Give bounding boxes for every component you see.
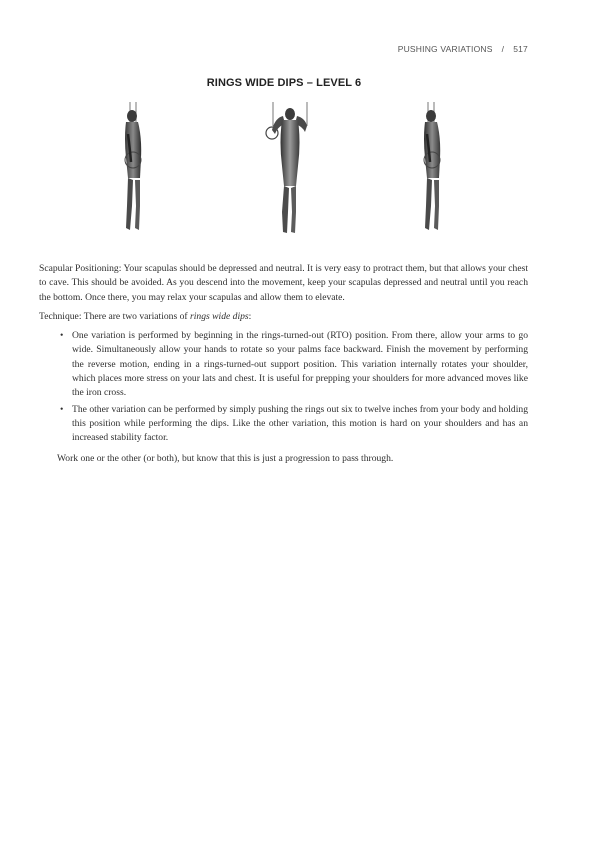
list-item: • One variation is performed by beginning in the rings-turned-out (RTO) position. From there, allow your arms to go wide. Simultaneously allow your hands to rotate so your palms face backward. Finish the movement by performing the reverse motion, ending in a rings-turned-out support position. This variation internally rotates your shoulder, which places more stress on your lats and chest. It is useful for prepping your shoulders for more advanced moves like the iron cross. bbox=[72, 329, 528, 400]
closing-paragraph: Work one or the other (or both), but know that this is just a progression to pass through. bbox=[57, 452, 394, 464]
technique-intro: Technique: There are two variations of bbox=[39, 310, 190, 322]
exercise-title: RINGS WIDE DIPS – LEVEL 6 bbox=[206, 77, 362, 89]
running-header bbox=[398, 44, 528, 54]
athlete-side-view-end-photo bbox=[408, 102, 456, 234]
body-text bbox=[39, 262, 528, 471]
scapular-positioning-paragraph: Scapular Positioning: Your scapulas should be depressed and neutral. It is very easy to protract them, but that allows your chest to cave. This should be avoided. As you descend into the movement, keep your scapulas depressed and neutral until you reach the bottom. Once there, you may relax your scapulas and allow them to elevate. bbox=[39, 263, 528, 303]
list-item: • The other variation can be performed by simply pushing the rings out six to twelve inches from your body and holding this position while performing the dips. Like the other variation, this motion is hard on your shoulders and has an increased stability factor. bbox=[72, 403, 528, 446]
header-separator: / bbox=[501, 44, 505, 54]
page-number: 517 bbox=[513, 44, 528, 54]
technique-colon: : bbox=[248, 310, 252, 322]
athlete-front-view-bottom-photo bbox=[263, 102, 315, 240]
athlete-side-view-start-photo bbox=[110, 102, 158, 234]
section-name: PUSHING VARIATIONS bbox=[397, 44, 493, 54]
variations-list bbox=[39, 329, 528, 445]
technique-paragraph bbox=[39, 310, 528, 324]
technique-emphasis: rings wide dips bbox=[190, 310, 249, 322]
